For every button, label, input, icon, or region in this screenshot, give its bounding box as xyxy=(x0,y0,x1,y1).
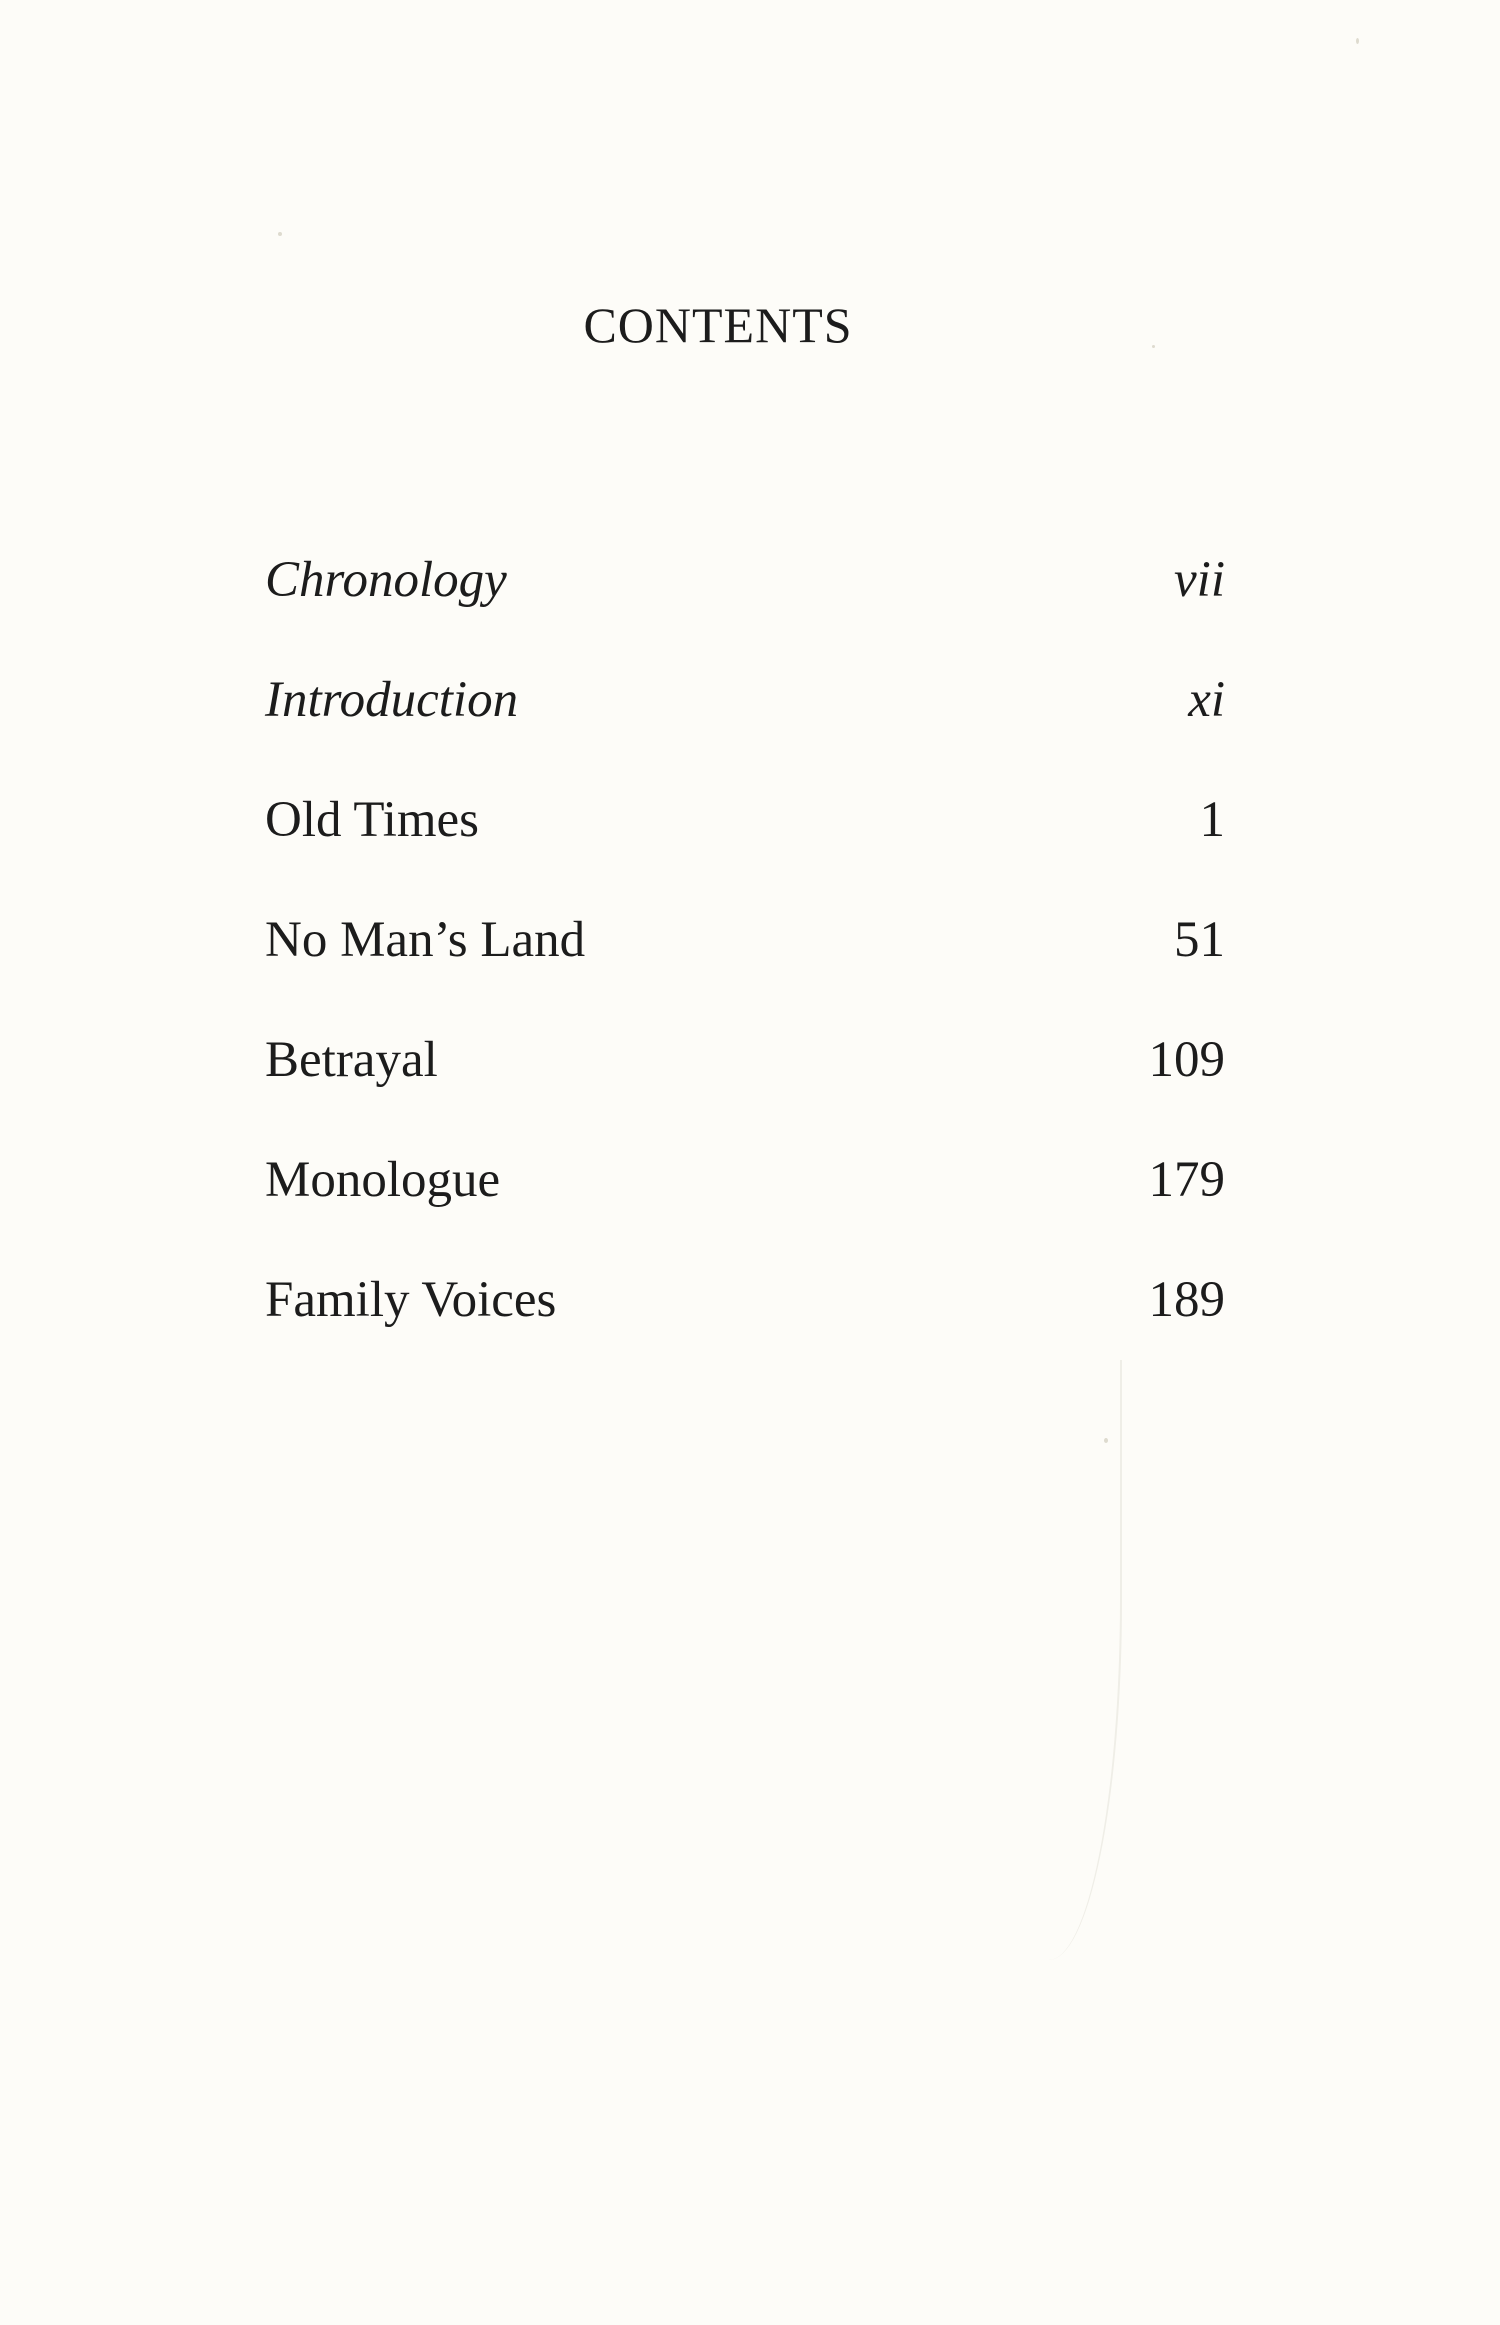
toc-entry-no-mans-land xyxy=(265,905,1225,1025)
scan-speck xyxy=(1152,345,1155,348)
toc-entry-monologue xyxy=(265,1145,1225,1265)
toc-entry-chronology xyxy=(265,545,1225,665)
toc-entry-title: No Man’s Land xyxy=(265,912,586,968)
toc-entry-page: vii xyxy=(1174,552,1225,608)
toc-entry-page: 109 xyxy=(1148,1032,1225,1088)
page-fold-shadow xyxy=(1000,1360,1122,1960)
toc-entry-page: 51 xyxy=(1174,912,1225,968)
toc-entry-page: 179 xyxy=(1148,1152,1225,1208)
contents-heading: CONTENTS xyxy=(583,297,853,353)
toc-entry-title: Monologue xyxy=(265,1152,501,1208)
scan-speck xyxy=(1356,38,1359,44)
toc-entry-title: Chronology xyxy=(265,552,507,608)
toc-entry-introduction xyxy=(265,665,1225,785)
toc-entry-betrayal xyxy=(265,1025,1225,1145)
toc-entry-page: 1 xyxy=(1199,792,1225,848)
toc-entry-old-times xyxy=(265,785,1225,905)
toc-entry-title: Old Times xyxy=(265,792,480,848)
table-of-contents xyxy=(265,545,1225,1385)
toc-entry-title: Family Voices xyxy=(265,1272,557,1328)
toc-entry-title: Betrayal xyxy=(265,1032,438,1088)
toc-entry-page: xi xyxy=(1188,672,1225,728)
scan-speck xyxy=(278,232,282,236)
toc-entry-page: 189 xyxy=(1148,1272,1225,1328)
toc-entry-title: Introduction xyxy=(265,672,519,728)
